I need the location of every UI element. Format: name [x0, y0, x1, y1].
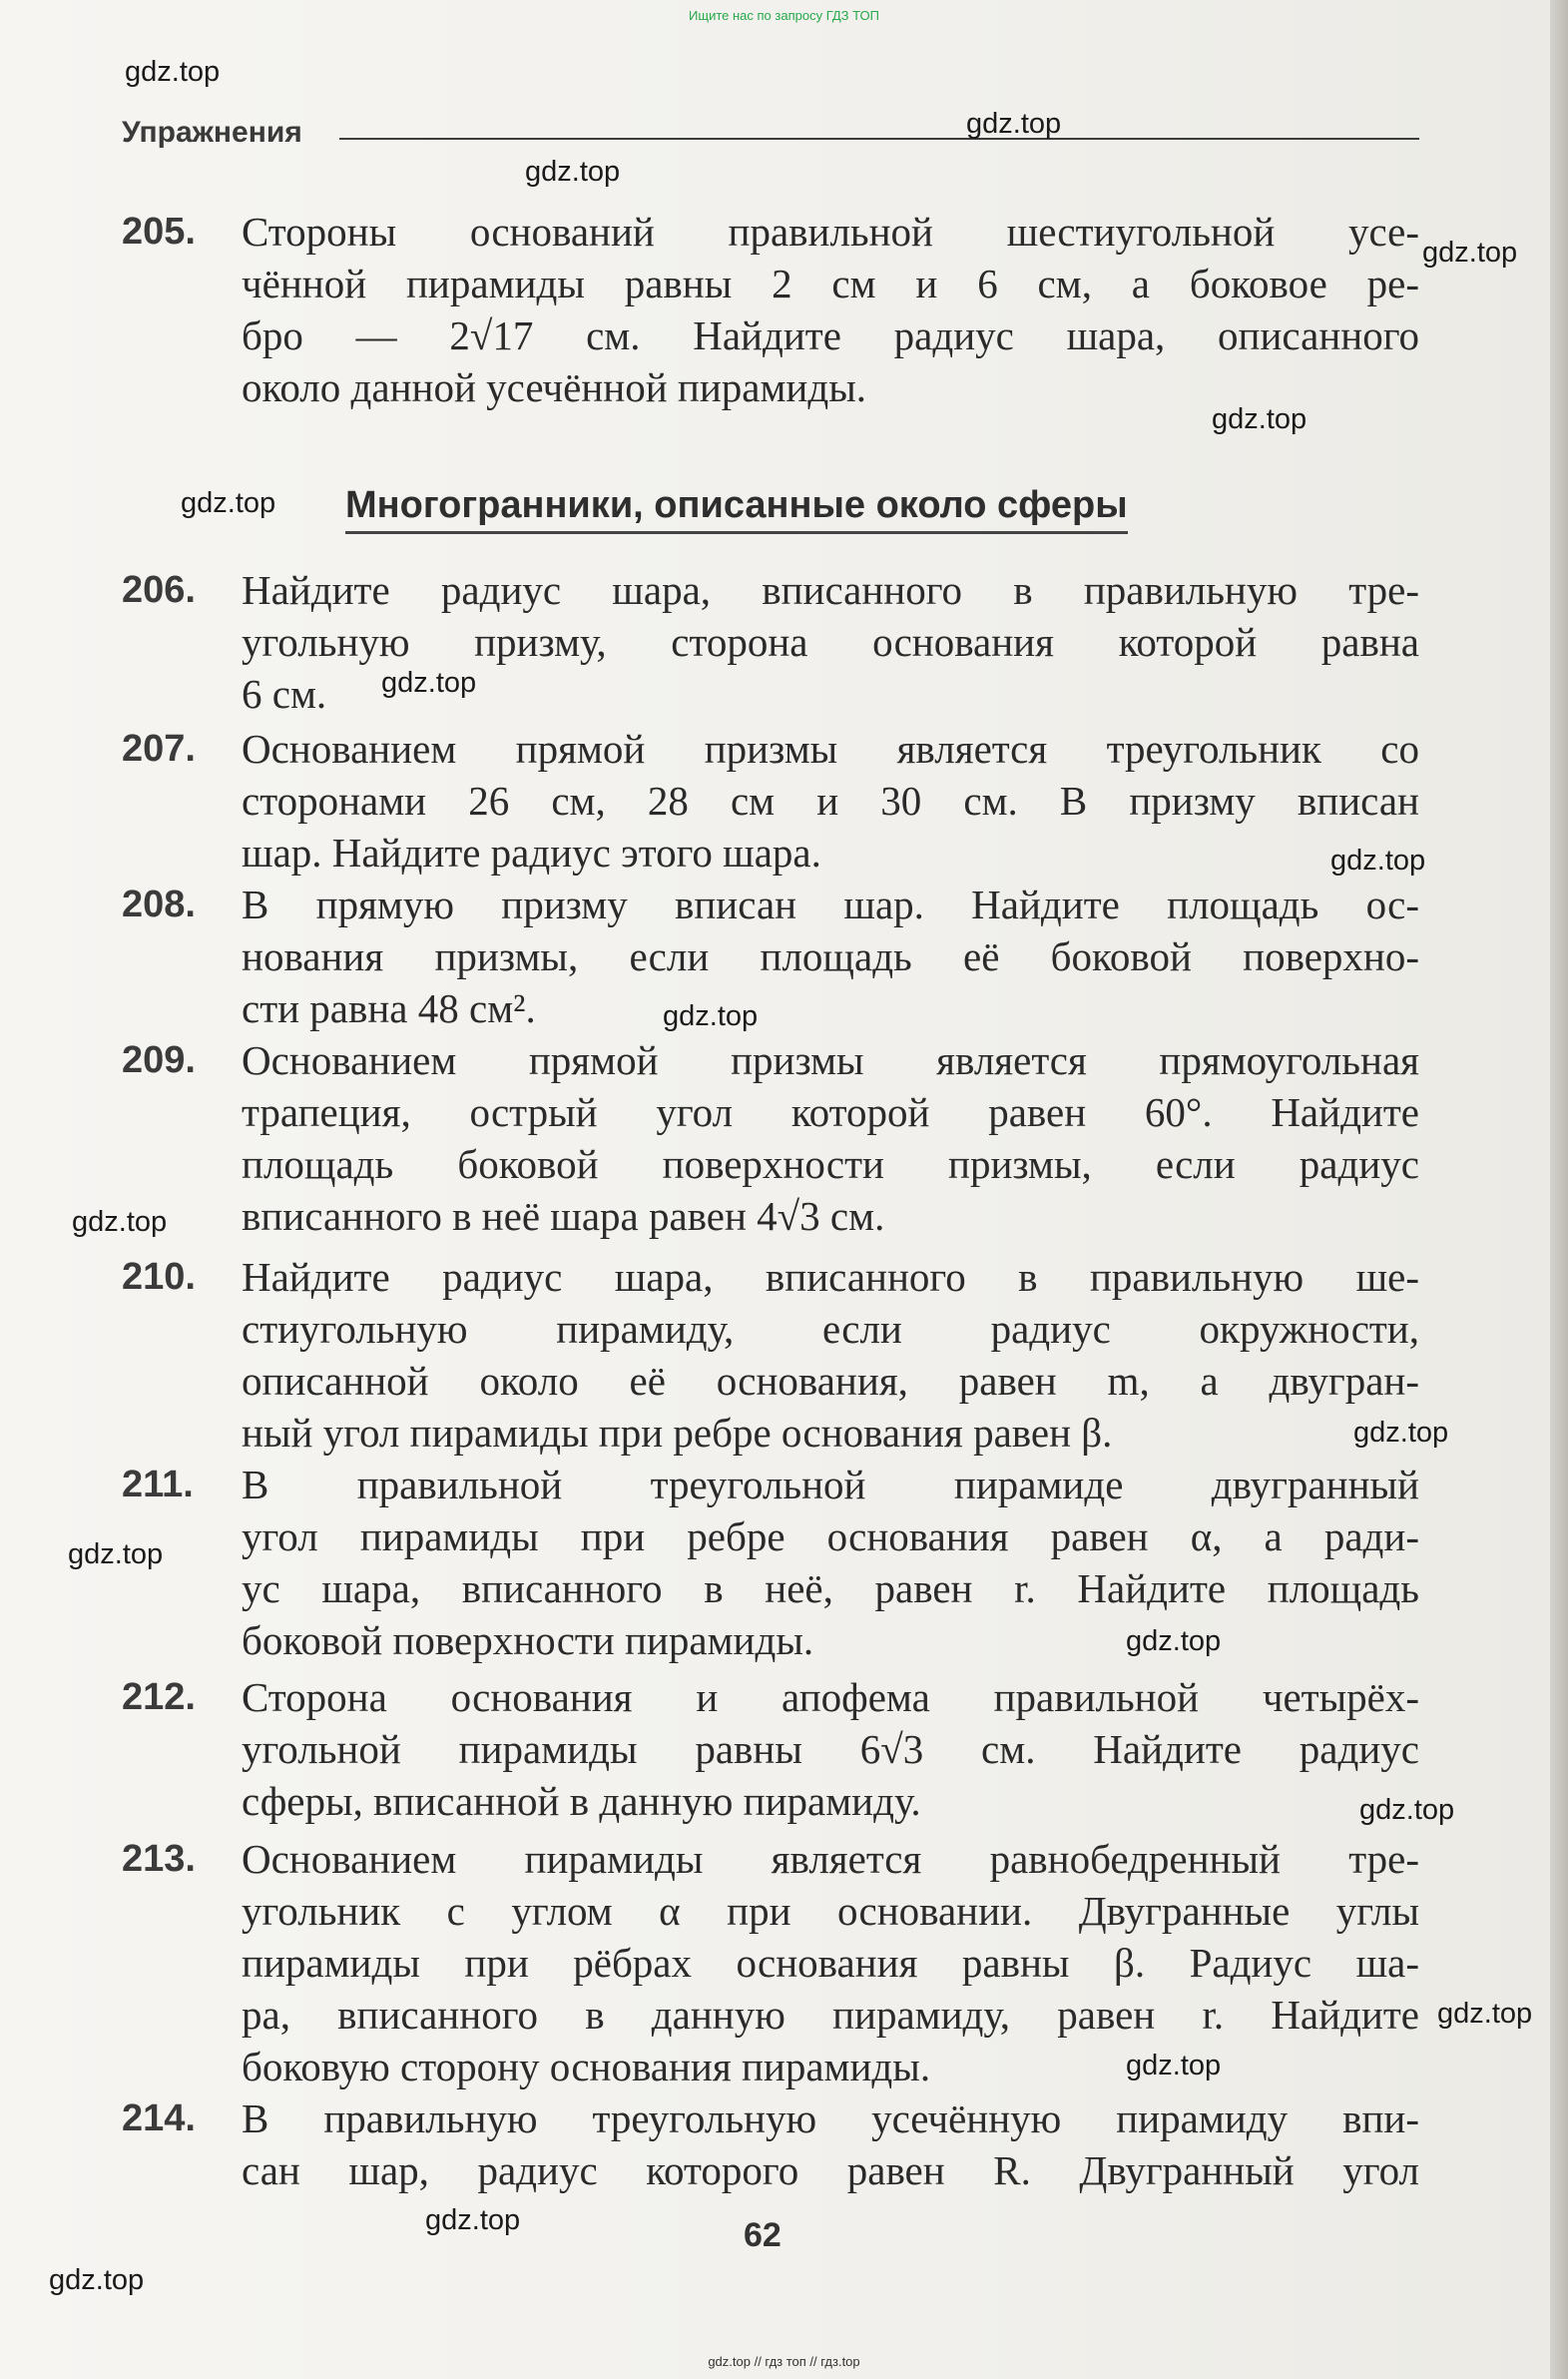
watermark: gdz.top: [663, 1000, 759, 1032]
exercise-line: вписанного в неё шара равен 4√3 см.: [242, 1193, 885, 1239]
watermark: gdz.top: [1437, 1998, 1533, 2030]
exercise-line: Найдите радиус шара, вписанного в правильную ше-: [242, 1254, 1419, 1300]
exercise-line: Сторона основания и апофема правильной четырёх-: [242, 1674, 1419, 1720]
exercise-line: Основанием пирамиды является равнобедренный тре-: [242, 1836, 1419, 1882]
exercise-line: сан шар, радиус которого равен R. Двугранный угол: [242, 2147, 1419, 2193]
exercise-line: пирамиды при рёбрах основания равны β. Радиус ша-: [242, 1940, 1419, 1986]
exercise-text: [242, 1671, 1419, 1827]
page-number: 62: [744, 2216, 782, 2254]
exercise-text: [242, 1459, 1419, 1666]
watermark: gdz.top: [1126, 1625, 1222, 1657]
watermark: gdz.top: [1330, 845, 1426, 877]
watermark: gdz.top: [1126, 2050, 1222, 2082]
exercise-number: 212.: [122, 1676, 196, 1718]
watermark: gdz.top: [1422, 237, 1518, 269]
exercise-text: [242, 879, 1419, 1034]
exercise-number: 213.: [122, 1838, 196, 1880]
exercise-line: В прямую призму вписан шар. Найдите площадь ос-: [242, 882, 1419, 927]
exercise-number: 209.: [122, 1039, 196, 1081]
exercise-line: угольную призму, сторона основания которой равна: [242, 619, 1419, 665]
exercise-text: [242, 1251, 1419, 1459]
exercise-line: бро — 2√17 см. Найдите радиус шара, описанного: [242, 312, 1419, 358]
exercise-number: 207.: [122, 728, 196, 770]
exercise-line: угольной пирамиды равны 6√3 см. Найдите радиус: [242, 1726, 1419, 1772]
watermark: gdz.top: [425, 2204, 521, 2236]
exercise-line: описанной около её основания, равен m, а двугран-: [242, 1358, 1419, 1404]
exercise-line: около данной усечённой пирамиды.: [242, 364, 867, 410]
exercise-number: 211.: [122, 1464, 194, 1505]
watermark: gdz.top: [1212, 403, 1307, 435]
header-divider: [339, 138, 1419, 140]
exercise-line: В правильной треугольной пирамиде двугранный: [242, 1462, 1419, 1507]
watermark: gdz.top: [1359, 1794, 1455, 1826]
exercise-line: сферы, вписанной в данную пирамиду.: [242, 1778, 921, 1824]
exercise-text: [242, 2092, 1419, 2196]
watermark: gdz.top: [125, 56, 221, 88]
exercise-line: шар. Найдите радиус этого шара.: [242, 830, 821, 876]
watermark: gdz.top: [68, 1538, 164, 1570]
watermark: gdz.top: [181, 487, 276, 519]
watermark: gdz.top: [966, 108, 1062, 140]
section-header-label: Упражнения: [122, 116, 302, 149]
exercise-text: [242, 206, 1419, 413]
exercise-line: ра, вписанного в данную пирамиду, равен r. Найдите: [242, 1992, 1419, 2038]
section-title: Многогранники, описанные около сферы: [345, 483, 1128, 534]
page-edge-shadow: [1550, 0, 1568, 2379]
exercise-number: 206.: [122, 569, 196, 611]
exercise-line: чённой пирамиды равны 2 см и 6 см, а боковое ре-: [242, 261, 1419, 306]
exercise-text: [242, 723, 1419, 879]
exercise-line: Основанием прямой призмы является прямоугольная: [242, 1037, 1419, 1083]
exercise-line: угольник с углом α при основании. Двугранные углы: [242, 1888, 1419, 1934]
exercise-line: сторонами 26 см, 28 см и 30 см. В призму вписан: [242, 778, 1419, 824]
exercise-line: площадь боковой поверхности призмы, если радиус: [242, 1141, 1419, 1187]
exercise-line: Основанием прямой призмы является треугольник со: [242, 726, 1419, 772]
exercise-number: 214.: [122, 2097, 196, 2139]
top-banner: Ищите нас по запросу ГДЗ ТОП: [689, 8, 879, 23]
exercise-line: Найдите радиус шара, вписанного в правильную тре-: [242, 567, 1419, 613]
exercise-text: [242, 1833, 1419, 2092]
exercise-line: сти равна 48 см².: [242, 985, 536, 1031]
exercise-text: [242, 1034, 1419, 1242]
watermark: gdz.top: [381, 667, 477, 699]
exercise-line: нования призмы, если площадь её боковой поверхно-: [242, 933, 1419, 979]
bottom-banner: gdz.top // гдз топ // гдз.top: [708, 2354, 860, 2369]
watermark: gdz.top: [49, 2264, 145, 2296]
exercise-line: трапеция, острый угол которой равен 60°. Найдите: [242, 1089, 1419, 1135]
exercise-line: боковой поверхности пирамиды.: [242, 1617, 814, 1663]
exercise-line: В правильную треугольную усечённую пирамиду впи-: [242, 2095, 1419, 2141]
exercise-number: 208.: [122, 884, 196, 925]
watermark: gdz.top: [72, 1206, 168, 1238]
exercise-line: ус шара, вписанного в неё, равен r. Найдите площадь: [242, 1565, 1419, 1611]
exercise-number: 210.: [122, 1256, 196, 1298]
exercise-line: стиугольную пирамиду, если радиус окружности,: [242, 1306, 1419, 1352]
exercise-line: угол пирамиды при ребре основания равен α, а ради-: [242, 1513, 1419, 1559]
exercise-line: 6 см.: [242, 671, 327, 717]
exercise-line: ный угол пирамиды при ребре основания равен β.: [242, 1410, 1113, 1456]
watermark: gdz.top: [525, 156, 621, 188]
exercise-line: Стороны оснований правильной шестиугольной усе-: [242, 209, 1419, 255]
watermark: gdz.top: [1353, 1417, 1449, 1449]
exercise-number: 205.: [122, 211, 196, 253]
exercise-line: боковую сторону основания пирамиды.: [242, 2044, 931, 2089]
